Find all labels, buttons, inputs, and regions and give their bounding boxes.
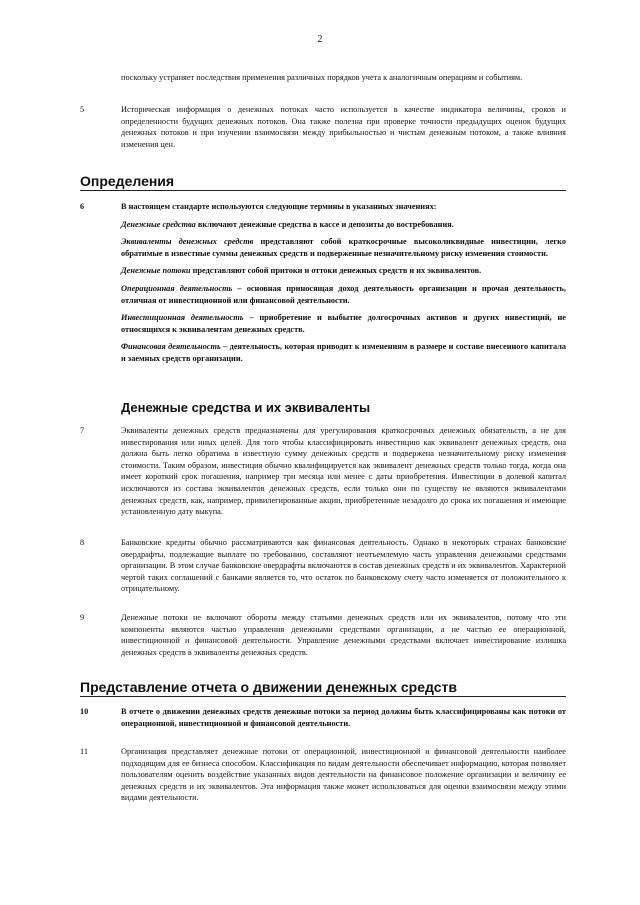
section-heading-cash: Денежные средства и их эквиваленты (121, 400, 371, 415)
paragraph-number: 7 (80, 426, 85, 435)
definition-term: Эквиваленты денежных средств (121, 237, 254, 247)
paragraph-number: 5 (80, 105, 85, 114)
paragraph-10 (80, 706, 566, 729)
definition-term: Денежные средства (121, 219, 196, 229)
definition-text: представляют собой притоки и оттоки денежных средств и их эквивалентов. (190, 266, 482, 276)
paragraph-number: 8 (80, 538, 85, 547)
paragraph-11 (80, 746, 566, 804)
paragraph-text: Организация представляет денежные потоки от операционной, инвестиционной и финансовой деятельности наиболее подходящим для ее бизнеса способом. Классификация по видам деятельности обеспечивает информацию, которая позволяет пользователям оценить воздействие указанных видов деятельности на финансовое положение организации и величину ее денежных средств и их эквивалентов. Эта информация также может использоваться для оценки взаимосвязи между этими видами деятельности. (121, 747, 566, 803)
paragraph-number: 9 (80, 613, 85, 622)
paragraph-number: 11 (80, 747, 88, 756)
section-heading-definitions: Определения (80, 173, 175, 189)
paragraph-number: 6 (80, 202, 85, 211)
definition-text: – деятельность, которая приводит к изменениям в размере и составе внесенного капитала и заемных средств организации. (121, 342, 567, 363)
definition-term: Денежные потоки (121, 266, 191, 276)
paragraph-8 (80, 537, 566, 595)
paragraph-text: Эквиваленты денежных средств предназначены для урегулирования краткосрочных денежных обязательств, а не для инвестирования или иных целей. Для того чтобы классифицировать инвестицию как эквивалент денежных средств, она должна быть легко обратима в известную сумму денежных средств и подвержена незначительному риску изменения стоимости. Таким образом, инвестиция обычно квалифицируется как эквивалент денежных средств только тогда, когда она имеет короткий срок погашения, например три месяца или менее с даты приобретения. Инвестиции в долевой капитал исключаются из состава эквивалентов денежных средств, если только они по существу не являются эквивалентами денежных средств, как, например, привилегированные акции, приобретенные незадолго до срока их погашения и имеющие установленную дату выкупа. (121, 426, 566, 517)
paragraph-text: Банковские кредиты обычно рассматриваются как финансовая деятельность. Однако в некоторых странах банковские овердрафты, подлежащие выплате по требованию, составляют неотъемлемую часть управления денежными средствами организации. В этом случае банковские овердрафты включаются в состав денежных средств и их эквивалентов. Характерной чертой таких соглашений с банками является то, что остаток по банковскому счету часто изменяется от положительного к отрицательному. (121, 538, 566, 594)
definition-item (121, 283, 566, 306)
definition-item (121, 312, 566, 335)
paragraph-text: Денежные потоки не включают обороты между статьями денежных средств или их эквивалентов, потому что эти компоненты являются частью управления денежными средствами организации, а не частью ее операционной, инвестиционной и финансовой деятельности. Управление денежными средствами включает инвестирование излишка денежных средств в эквиваленты денежных средств. (121, 613, 566, 657)
definition-item (121, 341, 566, 364)
paragraph-text: Историческая информация о денежных потоках часто используется в качестве индикатора величины, сроков и определенности будущих денежных потоков. Она также полезна при проверке точности предыдущих оценок будущих денежных потоков и при изучении взаимосвязи между прибыльностью и чистым денежным потоком, а также влияния изменения цен. (121, 105, 566, 149)
definition-item (121, 265, 566, 277)
definition-text: – основная приносящая доход деятельность организации и прочая деятельность, отличная от инвестиционной или финансовой деятельности. (121, 283, 566, 305)
definition-term: Инвестиционная деятельность (121, 313, 244, 323)
definition-item (121, 236, 566, 259)
section-heading-report: Представление отчета о движении денежных средств (80, 679, 457, 695)
heading-rule (80, 190, 566, 191)
definition-term: Операционная деятельность (121, 283, 233, 293)
heading-rule (80, 696, 566, 697)
definition-item (121, 219, 566, 231)
paragraph-text: В отчете о движении денежных средств денежные потоки за период должны быть классифицированы как потоки от операционной, инвестиционной и финансовой деятельности. (121, 707, 566, 728)
definition-text: включают денежные средства в кассе и депозиты до востребования. (195, 219, 454, 229)
definitions-lead: В настоящем стандарте используются следующие термины в указанных значениях: (121, 202, 437, 211)
continuation-paragraph (80, 72, 566, 84)
paragraph-9 (80, 612, 566, 658)
paragraph-text: поскольку устраняет последствия применения различных порядков учета к аналогичным операциям и событиям. (121, 73, 523, 82)
definition-text: – приобретение и выбытие долгосрочных активов и других инвестиций, не относящихся к эквивалентам денежных средств. (121, 313, 566, 334)
paragraph-5 (80, 104, 566, 150)
page-number: 2 (317, 34, 323, 45)
definition-term: Финансовая деятельность (121, 342, 221, 352)
definition-text: представляют собой краткосрочные высоколиквидные инвестиции, легко обратимые в известные суммы денежных средств и подверженные незначительному риску изменения стоимости. (121, 237, 566, 258)
paragraph-7 (80, 425, 566, 518)
paragraph-number: 10 (80, 707, 89, 716)
paragraph-6 (80, 201, 566, 365)
